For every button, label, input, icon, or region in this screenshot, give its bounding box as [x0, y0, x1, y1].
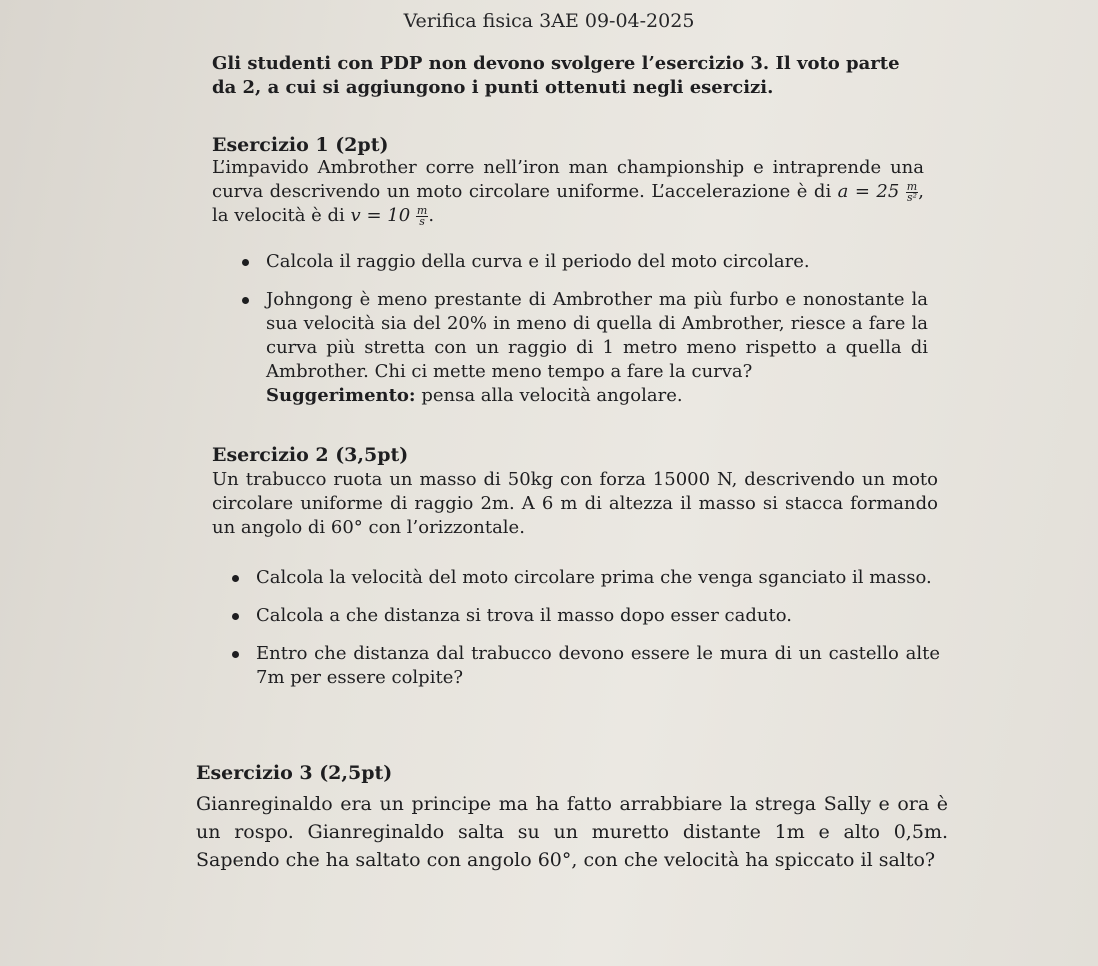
exercise-1-bullet-2-text: Johngong è meno prestante di Ambrother ma più furbo e nonostante la sua velocità sia del 20% in meno di quella di Ambrother, riesce a fare la curva più stretta con un raggio di 1 metro meno rispetto a quella di Ambrother. Chi ci mette meno tempo a fare la curva?	[266, 289, 928, 382]
exercise-2-title: Esercizio 2 (3,5pt)	[212, 444, 409, 466]
acceleration-unit-den: s²	[906, 190, 918, 204]
exercise-3-title: Esercizio 3 (2,5pt)	[196, 762, 393, 784]
intro-note: Gli studenti con PDP non devono svolgere l’esercizio 3. Il voto parte da 2, a cui si aggiungono i punti ottenuti negli esercizi.	[212, 53, 900, 98]
velocity-unit-den: s	[419, 214, 425, 228]
exercise-2-bullet-3: Entro che distanza dal trabucco devono essere le mura di un castello alte 7m per essere colpite?	[228, 642, 940, 690]
exercise-1-text-a: L’impavido Ambrother corre nell’iron man championship e intraprende una curva descrivendo un moto circolare uniforme. L’accelerazione è di	[212, 157, 924, 202]
exercise-1-title: Esercizio 1 (2pt)	[212, 134, 389, 156]
velocity-unit-num: m	[416, 203, 428, 217]
velocity-value: v = 10	[350, 205, 411, 226]
page-title: Verifica fisica 3AE 09-04-2025	[403, 10, 695, 32]
exercise-1-bullet-1: Calcola il raggio della curva e il periodo del moto circolare.	[238, 250, 928, 274]
acceleration-value: a = 25	[837, 181, 900, 202]
exercise-2-bullet-1: Calcola la velocità del moto circolare prima che venga sganciato il masso.	[228, 566, 940, 590]
hint-text: pensa alla velocità angolare.	[421, 385, 683, 406]
exercise-1-bullet-2	[238, 288, 928, 408]
velocity-unit	[416, 203, 428, 228]
exercise-1-text: L’impavido Ambrother corre nell’iron man championship e intraprende una curva descrivendo un moto circolare uniforme. L’accelerazione è di a = 25 $\frac{m}{\text{s²}}$ , la velocità è di v = 10 $\frac{m}{s}$ .	[212, 157, 924, 228]
hint-label: Suggerimento:	[266, 385, 416, 406]
exercise-1-text-b: , la velocità è di	[212, 181, 924, 226]
exercise-2-list	[228, 566, 940, 704]
exercise-2-text: Un trabucco ruota un masso di 50kg con forza 15000 N, descrivendo un moto circolare uniforme di raggio 2m. A 6 m di altezza il masso si stacca formando un angolo di 60° con l’orizzontale.	[212, 469, 938, 538]
acceleration-unit	[906, 179, 918, 204]
exercise-3-text: Gianreginaldo era un principe ma ha fatto arrabbiare la strega Sally e ora è un rospo. Gianreginaldo salta su un muretto distante 1m e alto 0,5m. Sapendo che ha saltato con angolo 60°, con che velocità ha spiccato il salto?	[196, 793, 948, 871]
acceleration-unit-num: m	[906, 179, 918, 193]
exercise-1-list	[238, 250, 928, 422]
exercise-2-bullet-2: Calcola a che distanza si trova il masso dopo esser caduto.	[228, 604, 940, 628]
